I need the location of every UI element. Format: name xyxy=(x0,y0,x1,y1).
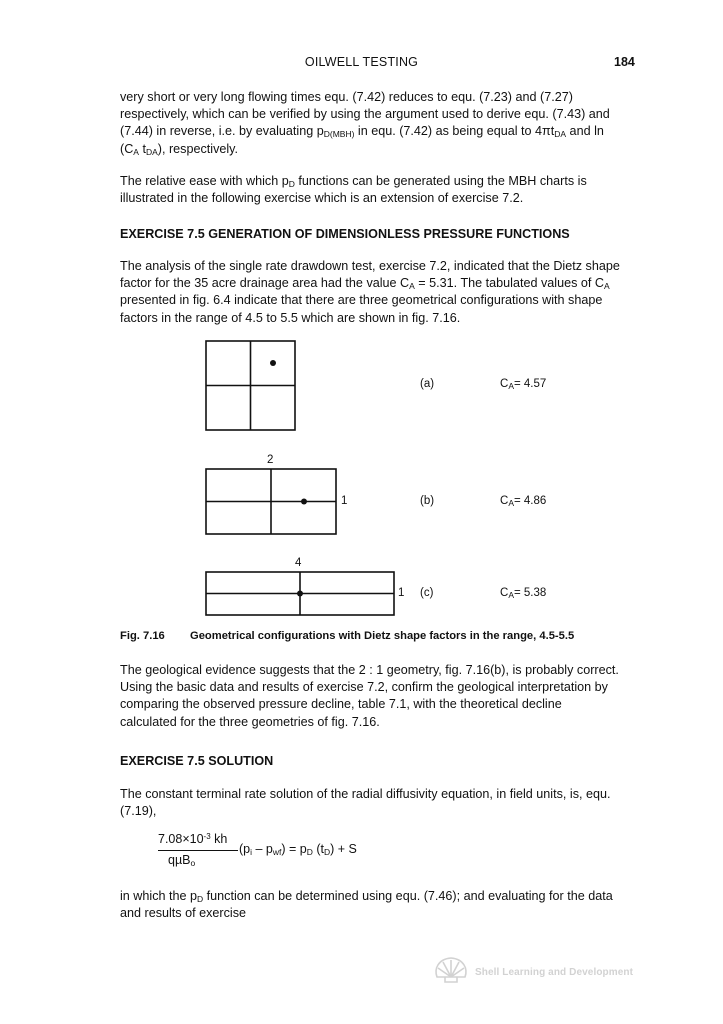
geometry-b-diagram xyxy=(206,469,336,534)
shell-logo-icon xyxy=(433,955,469,985)
paragraph-intro: very short or very long flowing times equ. (7.42) reduces to equ. (7.23) and (7.27) respectively, which can be verified by using the argument used to derive equ. (7.43) and (7.44) in reverse, i.e. by evaluating $p_{D(MBH)}$ in equ. (7.42) as being equal to $4\pi t_{DA}$ and $\ln (C_A$ $t_{DA}$), respectively. xyxy=(120,90,610,157)
geometry-c-dim-top: 4 xyxy=(295,557,302,569)
equation-rhs: $(p_i - p_{wf}) = p_D$ $(t_D) + S$ xyxy=(239,842,357,857)
figure-caption: Fig. 7.16 Geometrical configurations with Dietz shape factors in the range, 4.5-5.5 xyxy=(120,630,575,642)
exercise-heading: EXERCISE 7.5 GENERATION OF DIMENSIONLESS PRESSURE FUNCTIONS xyxy=(120,227,570,241)
equation-numerator: $7.08\times 10^{-3}$ kh xyxy=(158,832,228,846)
geometry-c-shape-factor: $C_A= 5.38$ xyxy=(500,587,547,600)
equation-fraction-bar xyxy=(158,850,238,851)
page-number: 184 xyxy=(614,55,635,69)
paragraph-exercise: The analysis of the single rate drawdown test, exercise 7.2, indicated that the Dietz shape factor for the 35 acre drainage area had the value $C_A = 5.31$. The tabulated values of $C_A$ presented in fig. 6.4 indicate that there are three geometrical configurations with shape factors in the range of 4.5 to 5.5 which are shown in fig. 7.16. xyxy=(120,259,620,325)
geometry-b-label: (b) xyxy=(420,495,435,507)
geometry-c-label: (c) xyxy=(420,587,434,599)
paragraph-solution: The constant terminal rate solution of the radial diffusivity equation, in field units, is, equ. (7.19), xyxy=(120,787,611,819)
geometry-b-well-dot xyxy=(301,499,307,505)
geometry-b-dim-right: 1 xyxy=(341,495,348,507)
footer-brand: Shell Learning and Development xyxy=(475,967,634,978)
geometry-a-shape-factor: $C_A= 4.57$ xyxy=(500,378,547,391)
geometry-c-dim-right: 1 xyxy=(398,587,405,599)
paragraph-pd-functions: The relative ease with which $p_D$ functions can be generated using the MBH charts is illustrated in the following exercise which is an extension of exercise 7.2. xyxy=(120,174,587,206)
geometry-c-diagram xyxy=(206,572,394,615)
paragraph-pd-evaluation: in which the $p_D$ function can be determined using equ. (7.46); and evaluating for the data and results of exercise xyxy=(120,889,613,921)
geometry-c-well-dot xyxy=(297,591,303,597)
geometry-a-well-dot xyxy=(270,360,276,366)
geometry-b-shape-factor: $C_A= 4.86$ xyxy=(500,495,547,508)
equation-denominator: qµB$_o$ xyxy=(168,853,196,868)
running-header-title: OILWELL TESTING xyxy=(304,55,419,69)
geometry-a-label: (a) xyxy=(420,378,435,390)
paragraph-geological-evidence: The geological evidence suggests that the 2 : 1 geometry, fig. 7.16(b), is probably correct. Using the basic data and results of exercise 7.2, confirm the geological interpretation by comparing the observed pressure decline, table 7.1, with the theoretical decline calculated for the three geometries of fig. 7.16. xyxy=(120,663,619,729)
geometry-b-dim-top: 2 xyxy=(267,454,274,466)
solution-heading: EXERCISE 7.5 SOLUTION xyxy=(120,754,274,768)
geometry-a-diagram xyxy=(206,341,295,430)
